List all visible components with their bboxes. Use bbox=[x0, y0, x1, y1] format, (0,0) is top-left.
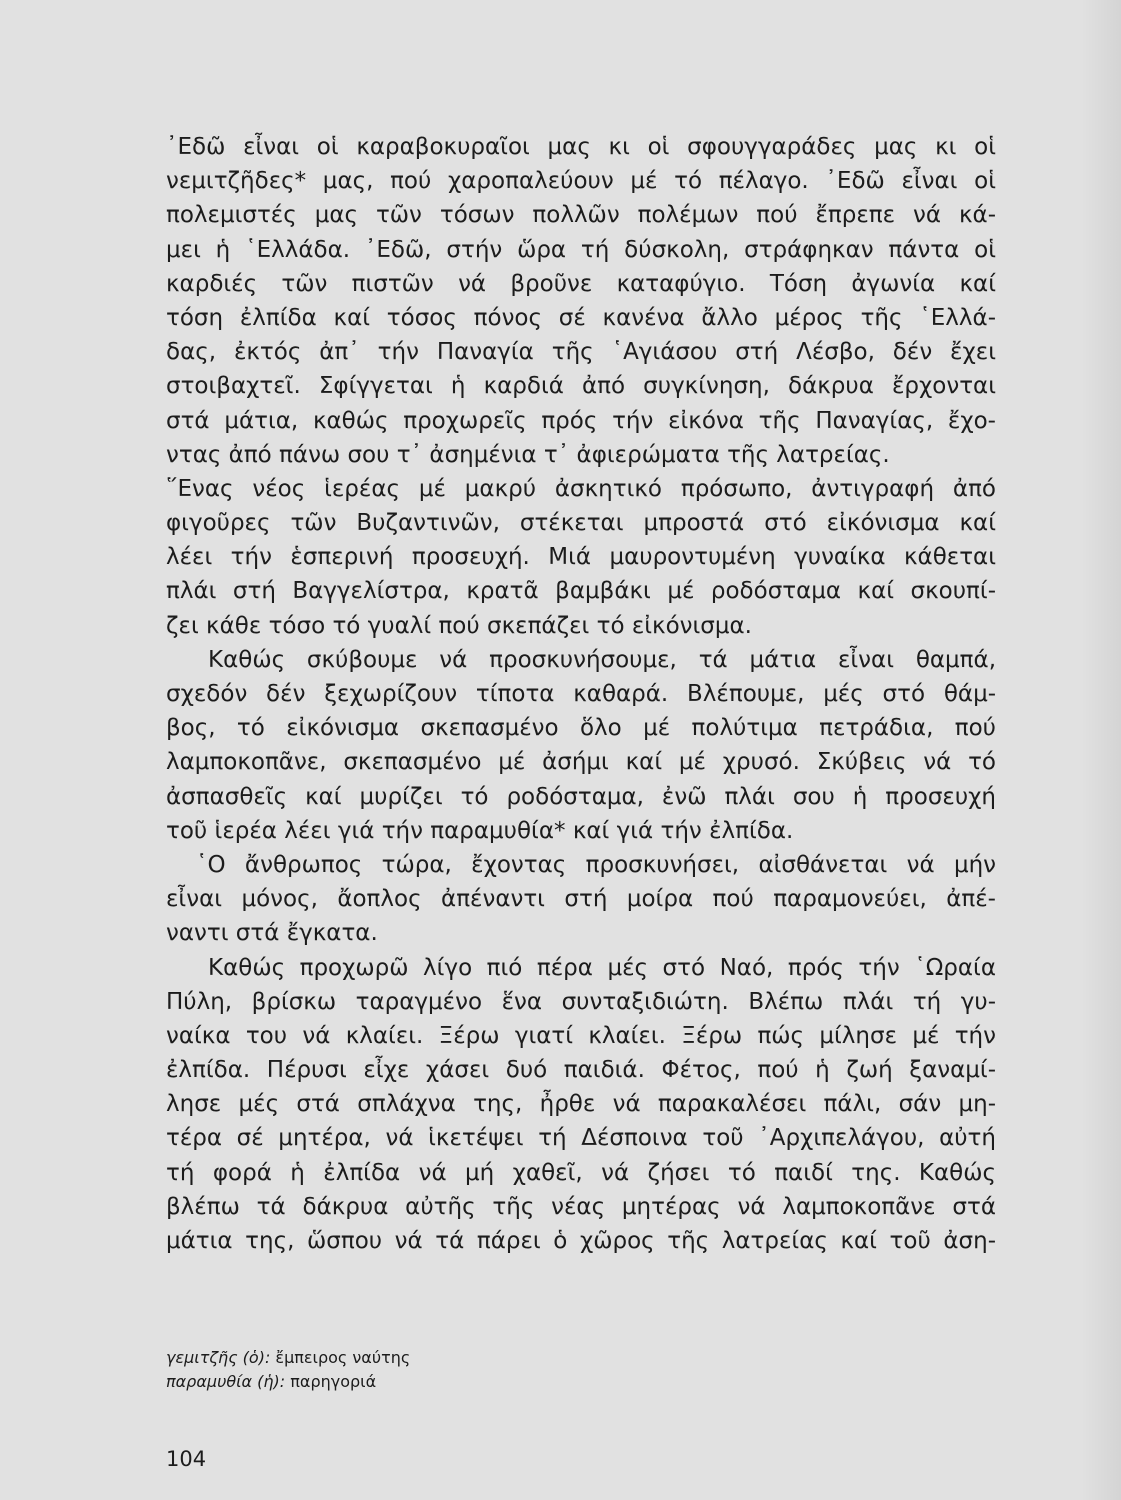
text-line: τόση ἐλπίδα καί τόσος πόνος σέ κανένα ἄλλο μέρος τῆς ῾Ελλά- bbox=[166, 304, 996, 331]
text-line: ῞Ενας νέος ἱερέας μέ μακρύ ἀσκητικό πρόσωπο, ἀντιγραφή ἀπό bbox=[166, 475, 996, 502]
text-line: μάτια της, ὥσπου νά τά πάρει ὁ χῶρος τῆς λατρείας καί τοῦ ἀση- bbox=[166, 1228, 996, 1254]
text-line: ντας ἀπό πάνω σου τ᾿ ἀσημένια τ᾿ ἀφιερώματα τῆς λατρείας. bbox=[166, 441, 890, 468]
page-edge-shadow bbox=[1081, 0, 1121, 1500]
body-text bbox=[166, 130, 996, 1258]
text-line: δας, ἐκτός ἀπ᾿ τήν Παναγία τῆς ῾Αγιάσου στή Λέσβο, δέν ἔχει bbox=[166, 339, 996, 366]
text-line: ζει κάθε τόσο τό γυαλί πού σκεπάζει τό εἰκόνισμα. bbox=[166, 612, 752, 639]
text-line: βλέπω τά δάκρυα αὐτῆς τῆς νέας μητέρας νά λαμποκοπᾶνε στά bbox=[166, 1193, 996, 1220]
text-line: μει ἡ ῾Ελλάδα. ᾿Εδῶ, στήν ὥρα τή δύσκολη, στράφηκαν πάντα οἱ bbox=[166, 236, 996, 263]
footnote bbox=[166, 1370, 666, 1394]
footnote-term: γεμιτζῆς (ὁ): bbox=[166, 1348, 271, 1367]
text-line: καρδιές τῶν πιστῶν νά βροῦνε καταφύγιο. Τόση ἀγωνία καί bbox=[166, 270, 996, 297]
text-line: ναντι στά ἔγκατα. bbox=[166, 920, 378, 947]
text-line: λησε μές στά σπλάχνα της, ἦρθε νά παρακαλέσει πάλι, σάν μη- bbox=[166, 1091, 996, 1118]
text-line: ἀσπασθεῖς καί μυρίζει τό ροδόσταμα, ἐνῶ πλάι σου ἡ προσευχή bbox=[166, 783, 996, 810]
text-line: στά μάτια, καθώς προχωρεῖς πρός τήν εἰκόνα τῆς Παναγίας, ἔχο- bbox=[166, 407, 996, 434]
footnote-definition: ἔμπειρος ναύτης bbox=[270, 1348, 411, 1367]
text-line: τή φορά ἡ ἐλπίδα νά μή χαθεῖ, νά ζήσει τό παιδί της. Καθώς bbox=[166, 1159, 996, 1186]
footnote bbox=[166, 1346, 666, 1370]
footnote-definition: παρηγοριά bbox=[285, 1372, 377, 1391]
text-line: ᾿Εδῶ εἶναι οἱ καραβοκυραῖοι μας κι οἱ σφουγγαράδες μας κι οἱ bbox=[166, 134, 996, 160]
text-line: Πύλη, βρίσκω ταραγμένο ἕνα συνταξιδιώτη. Βλέπω πλάι τή γυ- bbox=[166, 988, 996, 1015]
footnotes bbox=[166, 1346, 666, 1394]
text-line: ναίκα του νά κλαίει. Ξέρω γιατί κλαίει. Ξέρω πώς μίλησε μέ τήν bbox=[166, 1022, 996, 1049]
text-line: στοιβαχτεῖ. Σφίγγεται ἡ καρδιά ἀπό συγκίνηση, δάκρυα ἔρχονται bbox=[166, 373, 996, 400]
text-line: Καθώς σκύβουμε νά προσκυνήσουμε, τά μάτια εἶναι θαμπά, bbox=[208, 646, 996, 673]
text-line: πλάι στή Βαγγελίστρα, κρατᾶ βαμβάκι μέ ροδόσταμα καί σκουπί- bbox=[166, 578, 996, 605]
text-line: ἐλπίδα. Πέρυσι εἶχε χάσει δυό παιδιά. Φέτος, πού ἡ ζωή ξαναμί- bbox=[166, 1057, 996, 1084]
text-line: πολεμιστές μας τῶν τόσων πολλῶν πολέμων πού ἔπρεπε νά κά- bbox=[166, 202, 996, 229]
text-line: σχεδόν δέν ξεχωρίζουν τίποτα καθαρά. Βλέπουμε, μές στό θάμ- bbox=[166, 681, 996, 707]
footnote-term: παραμυθία (ἡ): bbox=[166, 1372, 286, 1391]
text-line: τοῦ ἱερέα λέει γιά τήν παραμυθία* καί γιά τήν ἐλπίδα. bbox=[166, 817, 794, 844]
text-line: νεμιτζῆδες* μας, πού χαροπαλεύουν μέ τό πέλαγο. ᾿Εδῶ εἶναι οἱ bbox=[166, 168, 996, 195]
page-number: 104 bbox=[166, 1447, 207, 1471]
text-line: βος, τό εἰκόνισμα σκεπασμένο ὅλο μέ πολύτιμα πετράδια, πού bbox=[166, 715, 996, 742]
text-line: τέρα σέ μητέρα, νά ἱκετέψει τή Δέσποινα τοῦ ᾿Αρχιπελάγου, αὐτή bbox=[166, 1125, 996, 1152]
text-line: Καθώς προχωρῶ λίγο πιό πέρα μές στό Ναό, πρός τήν ῾Ωραία bbox=[208, 954, 996, 981]
text-line: εἶναι μόνος, ἄοπλος ἀπέναντι στή μοίρα πού παραμονεύει, ἀπέ- bbox=[166, 886, 996, 913]
text-line: ῾Ο ἄνθρωπος τώρα, ἔχοντας προσκυνήσει, αἰσθάνεται νά μήν bbox=[196, 851, 996, 878]
text-line: φιγοῦρες τῶν Βυζαντινῶν, στέκεται μπροστά στό εἰκόνισμα καί bbox=[166, 510, 996, 537]
text-line: λέει τήν ἑσπερινή προσευχή. Μιά μαυροντυμένη γυναίκα κάθεται bbox=[166, 544, 996, 571]
text-line: λαμποκοπᾶνε, σκεπασμένο μέ ἀσήμι καί μέ χρυσό. Σκύβεις νά τό bbox=[166, 749, 996, 776]
